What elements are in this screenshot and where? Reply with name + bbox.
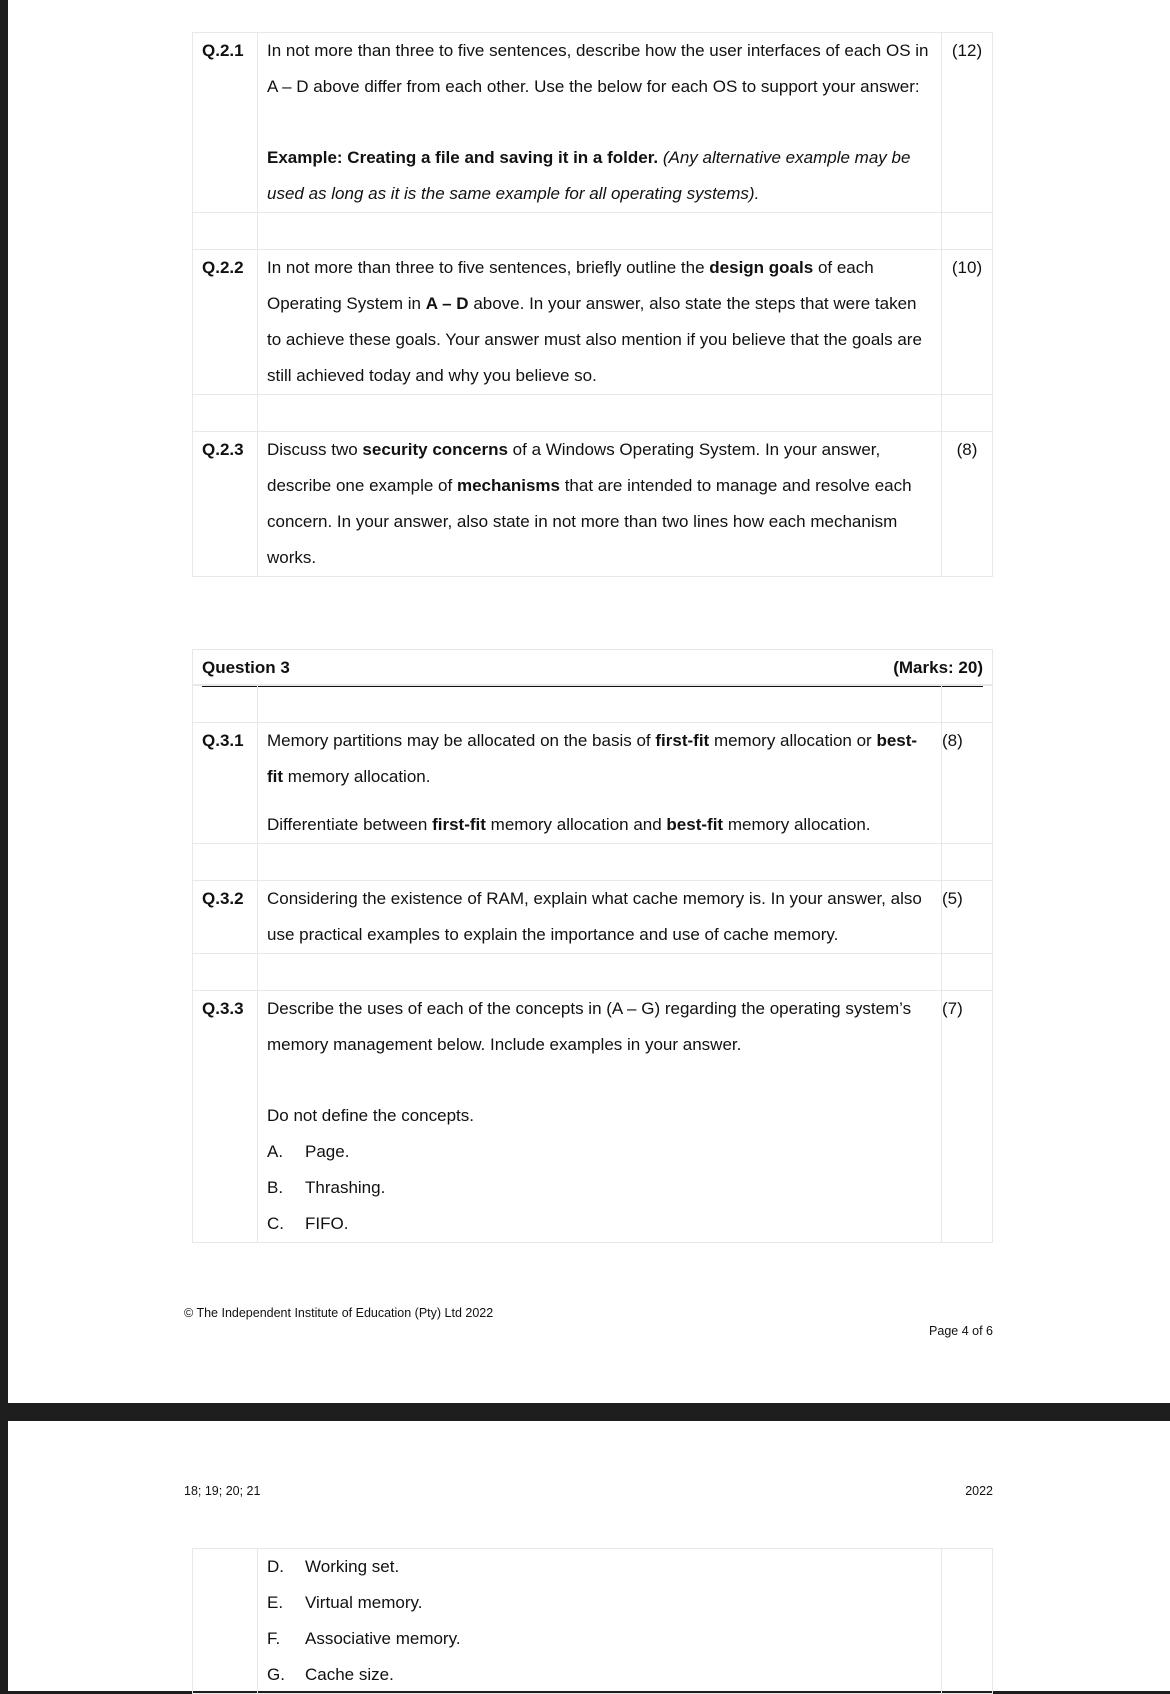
question-number: Q.2.1 (202, 41, 244, 60)
list-item: B. Thrashing. (267, 1178, 386, 1197)
question-3-table (192, 685, 993, 1243)
list-item: D. Working set. (267, 1557, 400, 1576)
question-marks: (5) (942, 889, 963, 908)
question-2-table (192, 32, 993, 577)
question-marks: (12) (951, 41, 983, 60)
question-text: Memory partitions may be allocated on the basis of first-fit memory allocation or best-fit memory allocation. Differentiate between first-fit memory allocation and best-fit memory allocation. (258, 723, 941, 843)
list-item: A. Page. (267, 1142, 350, 1161)
question-row-2-3 (193, 432, 993, 577)
list-item: E. Virtual memory. (267, 1593, 423, 1612)
section-marks: (Marks: 20) (893, 658, 983, 677)
question-number: Q.3.2 (202, 889, 244, 908)
question-row-2-2 (193, 250, 993, 395)
question-row-3-1 (193, 723, 993, 844)
question-text: Discuss two security concerns of a Windows Operating System. In your answer, describe one example of mechanisms that are intended to manage and resolve each concern. In your answer, also state in not more than two lines how each mechanism works. (267, 440, 912, 567)
document-page-5 (8, 1421, 1170, 1691)
list-item: C. FIFO. (267, 1214, 349, 1233)
page-number: Page 4 of 6 (929, 1324, 993, 1338)
question-text: Considering the existence of RAM, explain what cache memory is. In your answer, also use practical examples to explain the importance and use of cache memory. (267, 889, 922, 944)
question-3-3-continued-table (192, 1548, 993, 1694)
question-marks: (10) (951, 258, 983, 277)
question-number: Q.3.3 (202, 999, 244, 1018)
instruction-text: Do not define the concepts. (267, 1106, 474, 1125)
question-text: In not more than three to five sentences, describe how the user interfaces of each OS in A – D above differ from each other. Use the below for each OS to support your answer: Example: Creating a file and saving it in a folder. (Any alternative example may be used as long as it is the same example for all operating systems). (258, 33, 941, 212)
page-header-left: 18; 19; 20; 21 (184, 1484, 261, 1498)
section-title: Question 3 (202, 658, 290, 677)
question-number: Q.2.3 (202, 440, 244, 459)
document-page-4 (8, 0, 1170, 1403)
question-marks: (7) (942, 999, 963, 1018)
question-text (258, 1549, 941, 1693)
question-number: Q.3.1 (202, 731, 244, 750)
list-item: G. Cache size. (267, 1665, 394, 1684)
question-text: Describe the uses of each of the concepts in (A – G) regarding the operating system’s memory management below. Include examples in your answer. Do not define the concepts. A. Page. B. Thrashing. C. FIFO. (258, 991, 941, 1242)
question-row-3-3-continued (193, 1549, 993, 1694)
list-item: F. Associative memory. (267, 1629, 461, 1648)
question-text: In not more than three to five sentences, briefly outline the design goals of each Operating System in A – D above. In your answer, also state the steps that were taken to achieve these goals. Your answer must also mention if you believe that the goals are still achieved today and why you believe so. (267, 258, 922, 385)
question-row-3-3 (193, 991, 993, 1243)
question-marks: (8) (942, 731, 963, 750)
question-row-3-2 (193, 881, 993, 954)
question-marks: (8) (956, 440, 978, 459)
question-row-2-1 (193, 33, 993, 213)
page-header-right: 2022 (965, 1484, 993, 1498)
question-3-header (192, 649, 993, 685)
question-number: Q.2.2 (202, 258, 244, 277)
example-paragraph: Example: Creating a file and saving it in a folder. (Any alternative example may be used as long as it is the same example for all operating systems). (267, 148, 911, 203)
instruction-paragraph: Differentiate between first-fit memory allocation and best-fit memory allocation. (267, 815, 871, 834)
copyright-footer: © The Independent Institute of Education (Pty) Ltd 2022 (184, 1306, 494, 1320)
